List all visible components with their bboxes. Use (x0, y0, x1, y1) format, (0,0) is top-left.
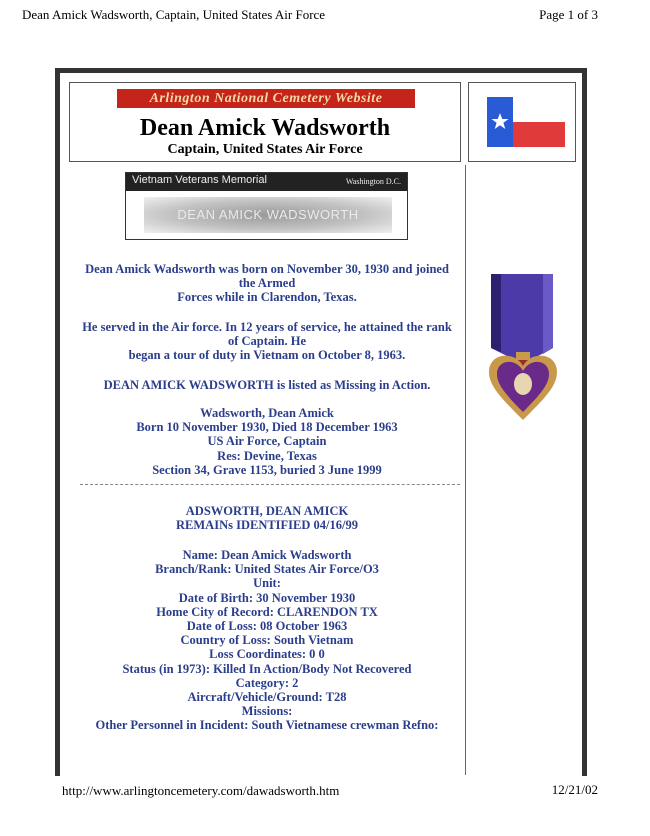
text-line: Res: Devine, Texas (217, 448, 317, 463)
text-line: Forces while in Clarendon, Texas. (177, 290, 357, 305)
page-number: Page 1 of 3 (539, 7, 598, 22)
memorial-location: Washington D.C. (345, 177, 401, 186)
record-field: Category: 2 (235, 675, 299, 690)
text-line: Dean Amick Wadsworth was born on November 30, 1930 and joined (85, 262, 449, 276)
record-field: Status (in 1973): Killed In Action/Body Not Recovered (122, 661, 412, 676)
bio-service (70, 320, 464, 363)
record-field: Name: Dean Amick Wadsworth (182, 548, 352, 562)
purple-heart-medal-icon (483, 268, 563, 424)
memorial-title: Vietnam Veterans Memorial (132, 174, 267, 186)
text-line: Born 10 November 1930, Died 18 December 1963 (136, 420, 398, 435)
column-divider (465, 165, 466, 775)
record-field: Loss Coordinates: 0 0 (209, 647, 325, 662)
record-field: Date of Birth: 30 November 1930 (178, 590, 356, 605)
record-field: Country of Loss: South Vietnam (180, 633, 354, 648)
mia-status (70, 378, 464, 392)
engraved-name: DEAN AMICK WADSWORTH (177, 207, 359, 222)
record-field: Home City of Record: CLARENDON TX (156, 604, 378, 619)
texas-flag-icon (487, 97, 565, 147)
record-field: Other Personnel in Incident: South Vietnamese crewman Refno: (95, 718, 439, 733)
site-banner[interactable]: Arlington National Cemetery Website (117, 89, 415, 108)
record-heading (70, 504, 464, 532)
text-line: DEAN AMICK WADSWORTH is listed as Missing in Action. (103, 378, 431, 392)
text-line: of Captain. He (227, 334, 307, 349)
page-subtitle: Captain, United States Air Force (167, 142, 363, 157)
text-line: the Armed (238, 276, 296, 291)
record-field: Date of Loss: 08 October 1963 (186, 619, 348, 634)
page-title: Dean Amick Wadsworth (139, 115, 391, 141)
text-line: ADSWORTH, DEAN AMICK (185, 504, 349, 518)
record-field: Aircraft/Vehicle/Ground: T28 (187, 690, 347, 705)
record-field: Unit: (253, 576, 281, 591)
record-field: Missions: (241, 704, 293, 719)
memorial-image (125, 172, 408, 240)
memorial-title-bar (126, 173, 407, 191)
document-title: Dean Amick Wadsworth, Captain, United States Air Force (22, 7, 326, 22)
record-fields (70, 548, 464, 733)
text-line: Section 34, Grave 1153, buried 3 June 1999 (152, 462, 382, 477)
print-date: 12/21/02 (551, 782, 598, 797)
section-divider (80, 484, 460, 485)
bio-born (70, 262, 464, 305)
burial-record (70, 406, 464, 477)
text-line: He served in the Air force. In 12 years of service, he attained the rank (82, 320, 452, 334)
text-line: Wadsworth, Dean Amick (200, 406, 334, 420)
memorial-rubbing (144, 197, 392, 233)
text-line: REMAINs IDENTIFIED 04/16/99 (176, 518, 358, 533)
record-field: Branch/Rank: United States Air Force/O3 (155, 562, 379, 577)
text-line: US Air Force, Captain (207, 434, 327, 449)
title-box (69, 82, 461, 162)
text-line: began a tour of duty in Vietnam on October 8, 1963. (128, 348, 406, 363)
flag-box (468, 82, 576, 162)
page-url[interactable]: http://www.arlingtoncemetery.com/dawadsworth.htm (62, 783, 340, 798)
